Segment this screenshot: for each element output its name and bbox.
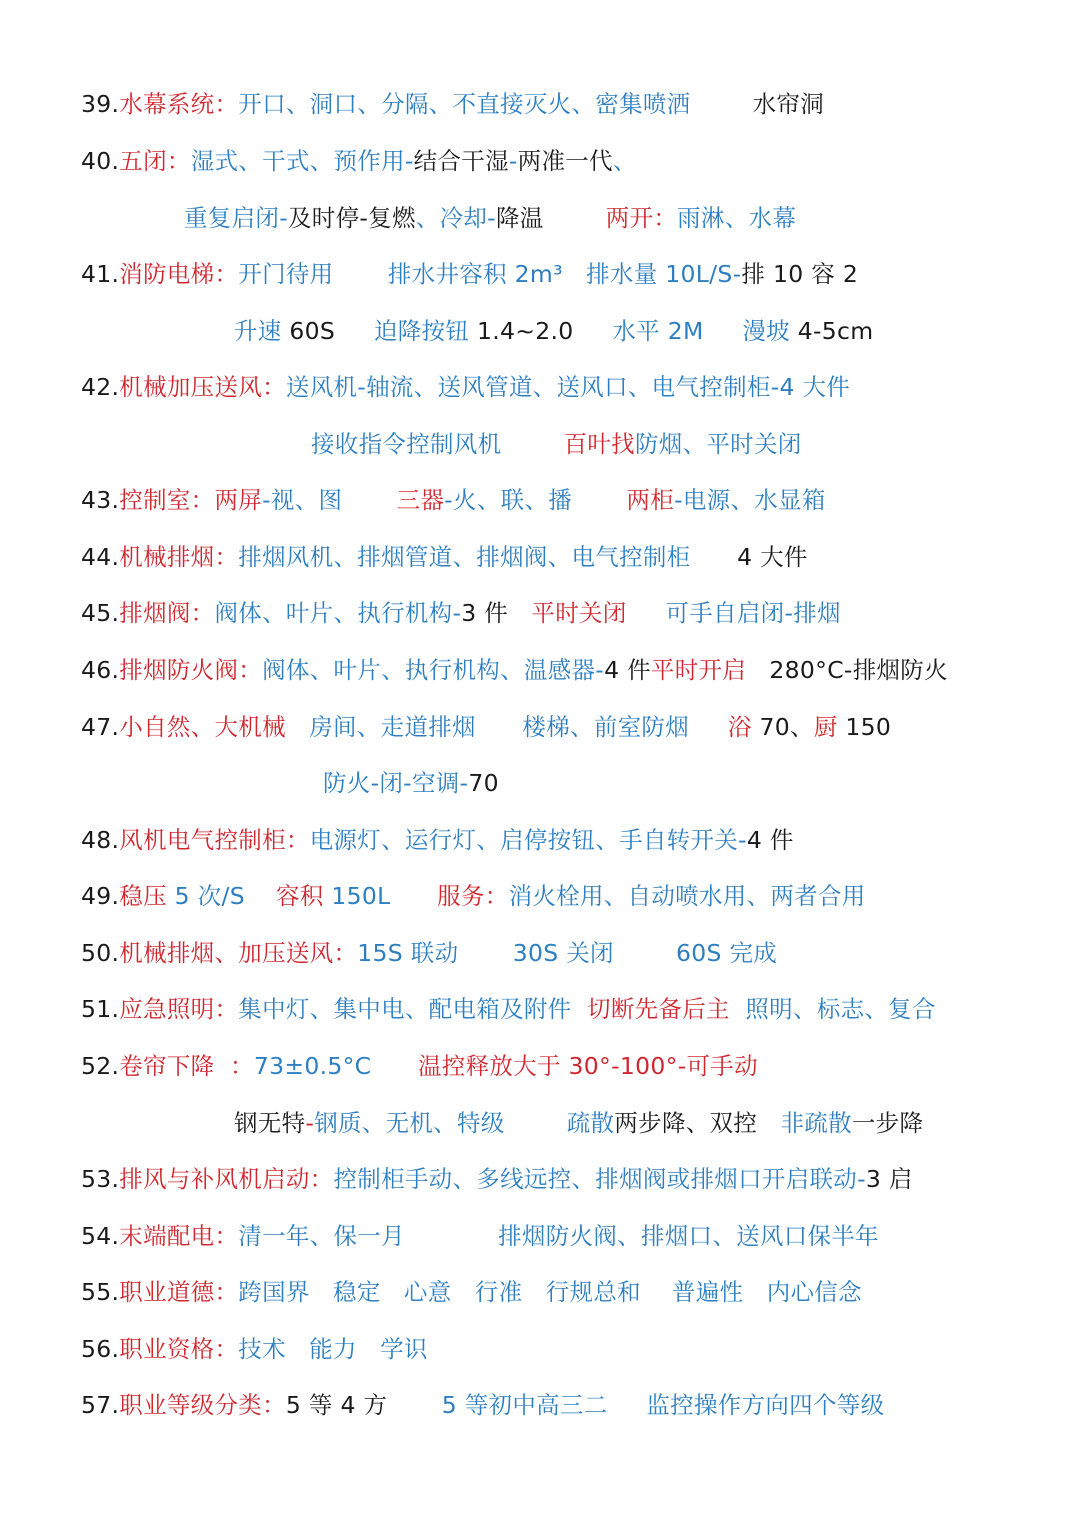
text-segment: 跨国界 稳定 心意 行准 行规总和 普遍性 内心信念	[238, 1278, 862, 1306]
text-segment: 重复启闭-	[184, 204, 288, 232]
text-segment: 防火-闭-空调-	[323, 769, 469, 797]
text-segment: 百叶找	[563, 430, 635, 458]
text-segment: 排烟风机、排烟管道、排烟阀、电气控制柜	[238, 543, 691, 571]
note-line-42-cont	[0, 424, 1080, 464]
text-segment: 47.	[81, 713, 120, 741]
text-segment: -	[305, 1109, 315, 1137]
note-line-57	[0, 1385, 1080, 1425]
text-segment: 水平 2M 漫坡	[612, 317, 798, 345]
text-segment: 54.	[81, 1222, 120, 1250]
text-segment: 阀体、叶片、执行机构、温感器-	[262, 656, 605, 684]
text-segment: 钢质、无机、特级 疏散	[314, 1109, 615, 1137]
text-segment: 两开：	[543, 204, 678, 232]
text-segment: 5 次/S	[174, 882, 276, 910]
text-segment: 43.	[81, 486, 120, 514]
note-line-40-cont	[0, 198, 1080, 238]
text-segment: 控制柜手动、多线远控、排烟阀或排烟口开启联动-	[333, 1165, 866, 1193]
note-line-54	[0, 1216, 1080, 1256]
text-segment: 46.	[81, 656, 120, 684]
text-segment: 升速	[234, 317, 290, 345]
text-segment: 服务：	[437, 882, 509, 910]
text-segment: 送风机-轴流、送风管道、送风口、电气控制柜-4 大件	[285, 373, 851, 401]
text-segment: 40.	[81, 147, 120, 175]
text-segment: 容积	[276, 882, 332, 910]
note-line-47-cont	[0, 763, 1080, 803]
text-segment: 机械排烟、加压送风：	[119, 939, 358, 967]
note-line-53	[0, 1159, 1080, 1199]
text-segment: 湿式、干式、预作用-	[190, 147, 414, 175]
text-segment: 、	[612, 147, 637, 175]
text-segment: 阀体、叶片、执行机构-	[214, 599, 462, 627]
text-segment: 电源灯、运行灯、启停按钮、手自转开关-	[309, 826, 747, 854]
note-line-46	[0, 650, 1080, 690]
text-segment: 53.	[81, 1165, 120, 1193]
text-segment: 机械排烟：	[119, 543, 239, 571]
text-segment: 57.	[81, 1391, 120, 1419]
text-segment: 51.	[81, 995, 120, 1023]
text-segment: 42.	[81, 373, 120, 401]
text-segment: 52.	[81, 1052, 120, 1080]
text-segment: 50.	[81, 939, 120, 967]
text-segment: 两步降、双控	[614, 1109, 758, 1137]
text-segment: 280°C-排烟防火	[746, 656, 948, 684]
text-segment: 控制室：	[119, 486, 215, 514]
text-segment: 56.	[81, 1335, 120, 1363]
text-segment: 接收指令控制风机	[311, 430, 564, 458]
note-line-49	[0, 876, 1080, 916]
note-line-56	[0, 1329, 1080, 1369]
text-segment: 职业资格：	[119, 1335, 239, 1363]
text-segment: 排 10 容 2	[741, 260, 859, 288]
text-segment: 15S 联动 30S 关闭 60S 完成	[357, 939, 778, 967]
text-segment: 清一年、保一月 排烟防火阀、排烟口、送风口保半年	[238, 1222, 879, 1250]
text-segment: 4-5cm	[797, 317, 874, 345]
note-line-55	[0, 1272, 1080, 1312]
text-segment: 55.	[81, 1278, 120, 1306]
text-segment: 房间、走道排烟 楼梯、前室防烟	[285, 713, 728, 741]
note-line-44	[0, 537, 1080, 577]
text-segment: 雨淋、水幕	[677, 204, 797, 232]
text-segment: 一步降	[851, 1109, 924, 1137]
text-segment: 开门待用 排水井容积 2m³ 排水量 10L/S-	[238, 260, 742, 288]
text-segment: 稳压	[119, 882, 175, 910]
text-segment: 两屏	[214, 486, 263, 514]
text-segment: -	[508, 147, 518, 175]
text-segment: 两柜	[626, 486, 675, 514]
text-segment: 切断先备后主	[587, 995, 730, 1023]
text-segment: 风机电气控制柜：	[119, 826, 310, 854]
text-segment: 排风与补风机启动：	[119, 1165, 334, 1193]
text-segment: 五闭：	[119, 147, 191, 175]
text-segment: 职业道德：	[119, 1278, 239, 1306]
text-segment: 可手自启闭-排烟	[626, 599, 841, 627]
text-segment: 4 大件	[690, 543, 808, 571]
text-segment: 钢无特	[234, 1109, 306, 1137]
note-line-52	[0, 1046, 1080, 1086]
text-segment: -火、联、播	[444, 486, 627, 514]
text-segment: 浴	[727, 713, 760, 741]
note-line-41	[0, 254, 1080, 294]
text-segment: 卷帘下降 ：	[119, 1052, 254, 1080]
text-segment: 厨	[813, 713, 846, 741]
text-segment: 及时停-复燃	[287, 204, 416, 232]
text-segment: 降温	[495, 204, 544, 232]
text-segment: 平时关闭	[531, 599, 627, 627]
note-line-51	[0, 989, 1080, 1029]
text-segment: 集中灯、集中电、配电箱及附件	[238, 995, 588, 1023]
text-segment: 防烟、平时关闭	[634, 430, 802, 458]
text-segment: 职业等级分类：	[119, 1391, 286, 1419]
note-line-40	[0, 141, 1080, 181]
text-segment: 5 等初中高三二 监控操作方向四个等级	[387, 1391, 885, 1419]
text-segment: 消防电梯：	[119, 260, 239, 288]
note-line-50	[0, 933, 1080, 973]
text-segment: 4 件	[746, 826, 794, 854]
text-segment: 温控释放大于 30°-100°-可手动	[417, 1052, 758, 1080]
text-segment: 73±0.5°C	[253, 1052, 418, 1080]
text-segment: 照明、标志、复合	[729, 995, 936, 1023]
note-line-45	[0, 593, 1080, 633]
text-segment: 70、	[759, 713, 814, 741]
note-line-42	[0, 367, 1080, 407]
text-segment: 技术 能力 学识	[238, 1335, 428, 1363]
text-segment: 1.4~2.0	[476, 317, 613, 345]
text-segment: 3 件	[461, 599, 532, 627]
text-segment: 排烟阀：	[119, 599, 215, 627]
text-segment: 应急照明：	[119, 995, 239, 1023]
text-segment: 水帘洞	[690, 90, 825, 118]
note-line-41-cont	[0, 311, 1080, 351]
text-segment: 末端配电：	[119, 1222, 239, 1250]
text-segment: 70	[468, 769, 499, 797]
text-segment: 150L	[331, 882, 438, 910]
text-segment: 48.	[81, 826, 120, 854]
note-line-47	[0, 707, 1080, 747]
text-segment: 迫降按钮	[373, 317, 477, 345]
text-segment: 三器	[396, 486, 445, 514]
text-segment: 45.	[81, 599, 120, 627]
text-segment: 39.	[81, 90, 120, 118]
text-segment: 、冷却-	[415, 204, 496, 232]
text-segment: 3 启	[865, 1165, 913, 1193]
text-segment: 开口、洞口、分隔、不直接灭火、密集喷洒	[238, 90, 691, 118]
note-line-48	[0, 820, 1080, 860]
text-segment: 平时开启	[650, 656, 747, 684]
text-segment: 5 等 4 方	[285, 1391, 388, 1419]
text-segment: 41.	[81, 260, 120, 288]
text-segment: 结合干湿	[413, 147, 509, 175]
text-segment: 49.	[81, 882, 120, 910]
text-segment: 44.	[81, 543, 120, 571]
text-segment: -电源、水显箱	[674, 486, 826, 514]
text-segment: 水幕系统：	[119, 90, 239, 118]
text-segment: 非疏散	[757, 1109, 852, 1137]
text-segment: 150	[845, 713, 892, 741]
text-segment: 小自然、大机械	[119, 713, 286, 741]
text-segment: 60S	[289, 317, 374, 345]
text-segment: 4 件	[604, 656, 651, 684]
note-line-43	[0, 480, 1080, 520]
note-line-52-cont	[0, 1103, 1080, 1143]
text-segment: -视、图	[262, 486, 397, 514]
text-segment: 消火栓用、自动喷水用、两者合用	[508, 882, 866, 910]
text-segment: 机械加压送风：	[119, 373, 286, 401]
text-segment: 两准一代	[517, 147, 613, 175]
note-line-39	[0, 84, 1080, 124]
text-segment: 排烟防火阀：	[119, 656, 263, 684]
